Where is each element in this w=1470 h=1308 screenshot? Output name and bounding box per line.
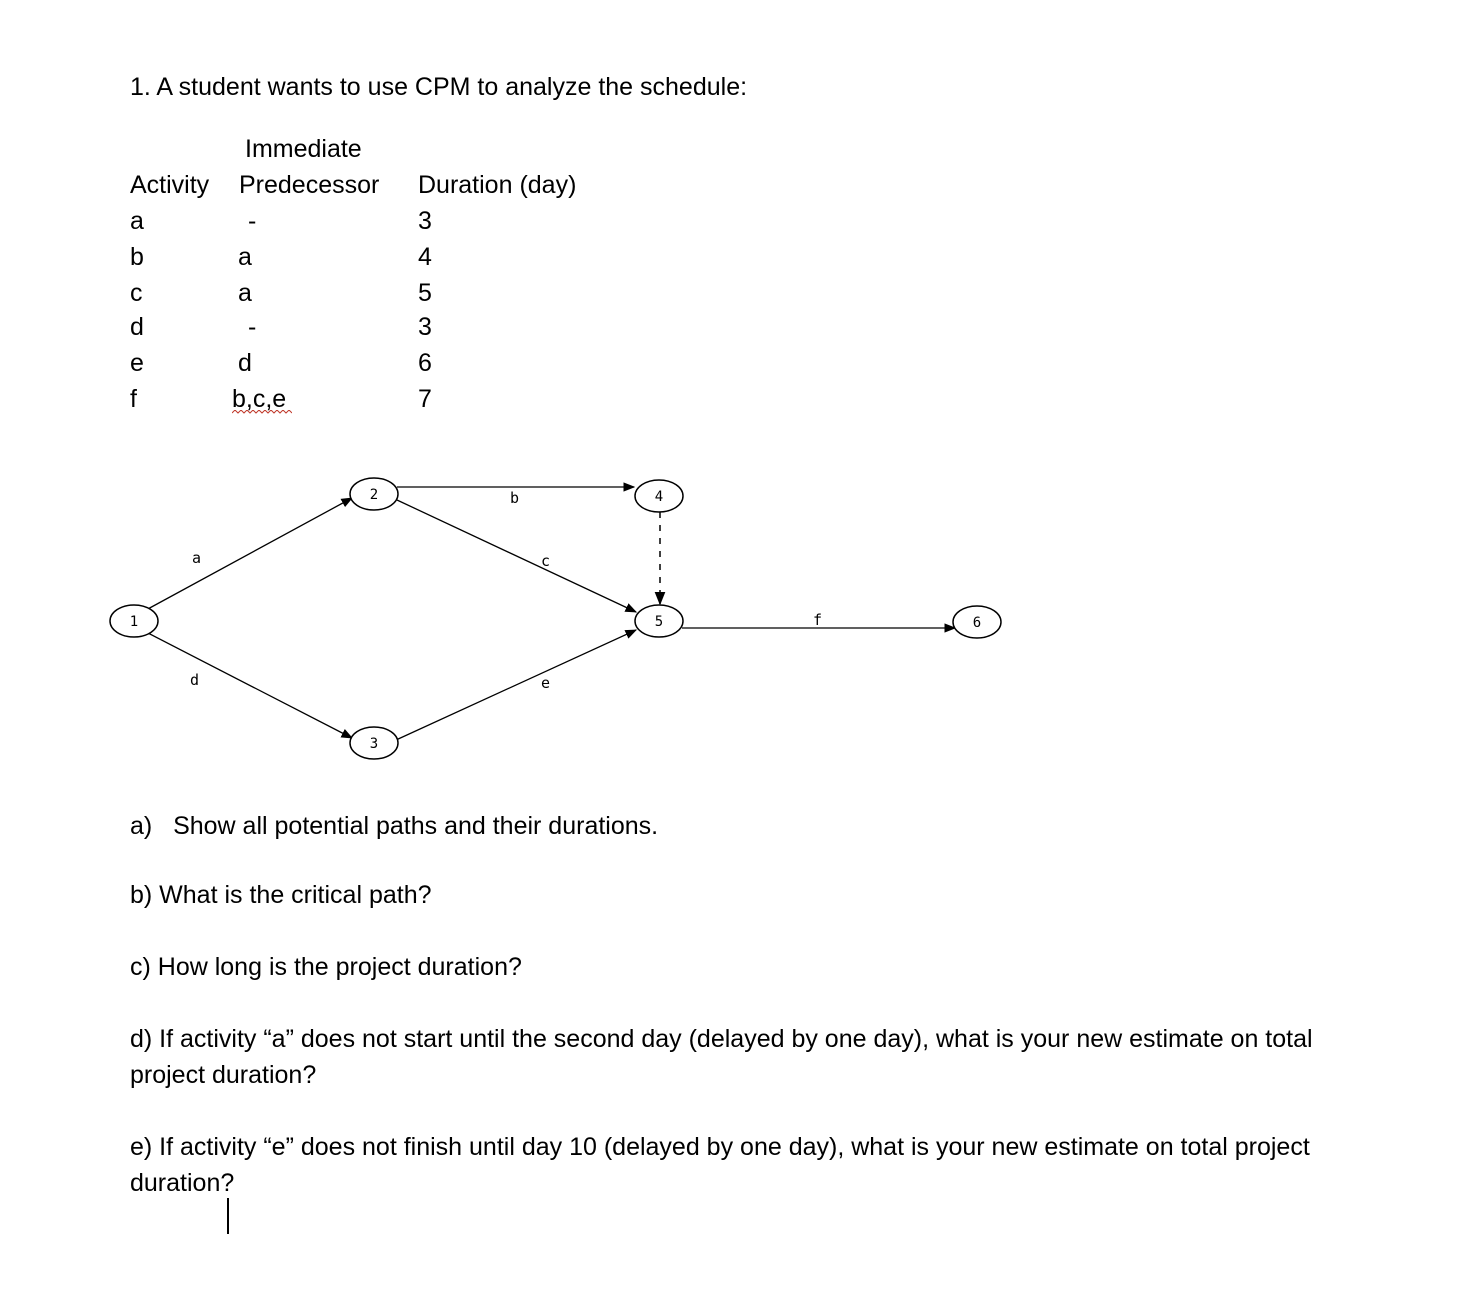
svg-text:6: 6 — [972, 615, 982, 631]
problem-title: 1. A student wants to use CPM to analyze the schedule: — [130, 73, 748, 101]
svg-text:5: 5 — [654, 614, 664, 630]
node-6 — [953, 606, 1001, 638]
row-activity: a — [130, 207, 144, 235]
row-predecessor: d — [238, 349, 252, 377]
row-duration: 4 — [418, 243, 432, 271]
edge-c — [397, 500, 636, 612]
question-e: e) If activity “e” does not finish until day 10 (delayed by one day), what is your new estimate on total project duration? — [130, 1133, 1310, 1197]
question-b: b) What is the critical path? — [130, 881, 432, 909]
row-duration: 6 — [418, 349, 432, 377]
edge-label: e — [541, 674, 551, 692]
question-a: a) Show all potential paths and their durations. — [130, 812, 659, 840]
question-d: d) If activity “a” does not start until the second day (delayed by one day), what is your new estimate on total project duration? — [130, 1025, 1313, 1089]
svg-text:4: 4 — [654, 489, 664, 505]
header-duration: Duration (day) — [418, 171, 577, 199]
svg-text:2: 2 — [369, 487, 379, 503]
header-predecessor: Predecessor — [239, 171, 380, 199]
svg-text:1: 1 — [129, 614, 139, 630]
edge-label: d — [190, 671, 200, 689]
row-activity: e — [130, 349, 144, 377]
row-predecessor: a — [238, 243, 252, 271]
edge-label: c — [541, 552, 551, 570]
row-activity: f — [130, 385, 137, 413]
header-immediate: Immediate — [245, 135, 362, 163]
question-c: c) How long is the project duration? — [130, 953, 522, 981]
edge-label: f — [813, 611, 823, 629]
node-5 — [635, 605, 683, 637]
row-activity: c — [130, 279, 143, 307]
row-duration: 5 — [418, 279, 432, 307]
edge-e — [396, 630, 636, 740]
row-predecessor: b,c,e — [232, 385, 287, 413]
node-1 — [110, 605, 158, 637]
row-predecessor: - — [248, 207, 257, 235]
node-2 — [350, 478, 398, 510]
svg-text:3: 3 — [369, 736, 379, 752]
row-predecessor: a — [238, 279, 252, 307]
edge-label: b — [510, 489, 520, 507]
edge-d — [146, 632, 352, 738]
row-activity: b — [130, 243, 144, 271]
row-predecessor: - — [248, 313, 257, 341]
node-3 — [350, 727, 398, 759]
text-cursor — [227, 1198, 229, 1234]
row-duration: 3 — [418, 313, 432, 341]
row-activity: d — [130, 313, 144, 341]
header-activity: Activity — [130, 171, 210, 199]
edge-a — [146, 498, 352, 610]
edge-label: a — [192, 549, 202, 567]
row-duration: 3 — [418, 207, 432, 235]
node-4 — [635, 480, 683, 512]
row-duration: 7 — [418, 385, 432, 413]
